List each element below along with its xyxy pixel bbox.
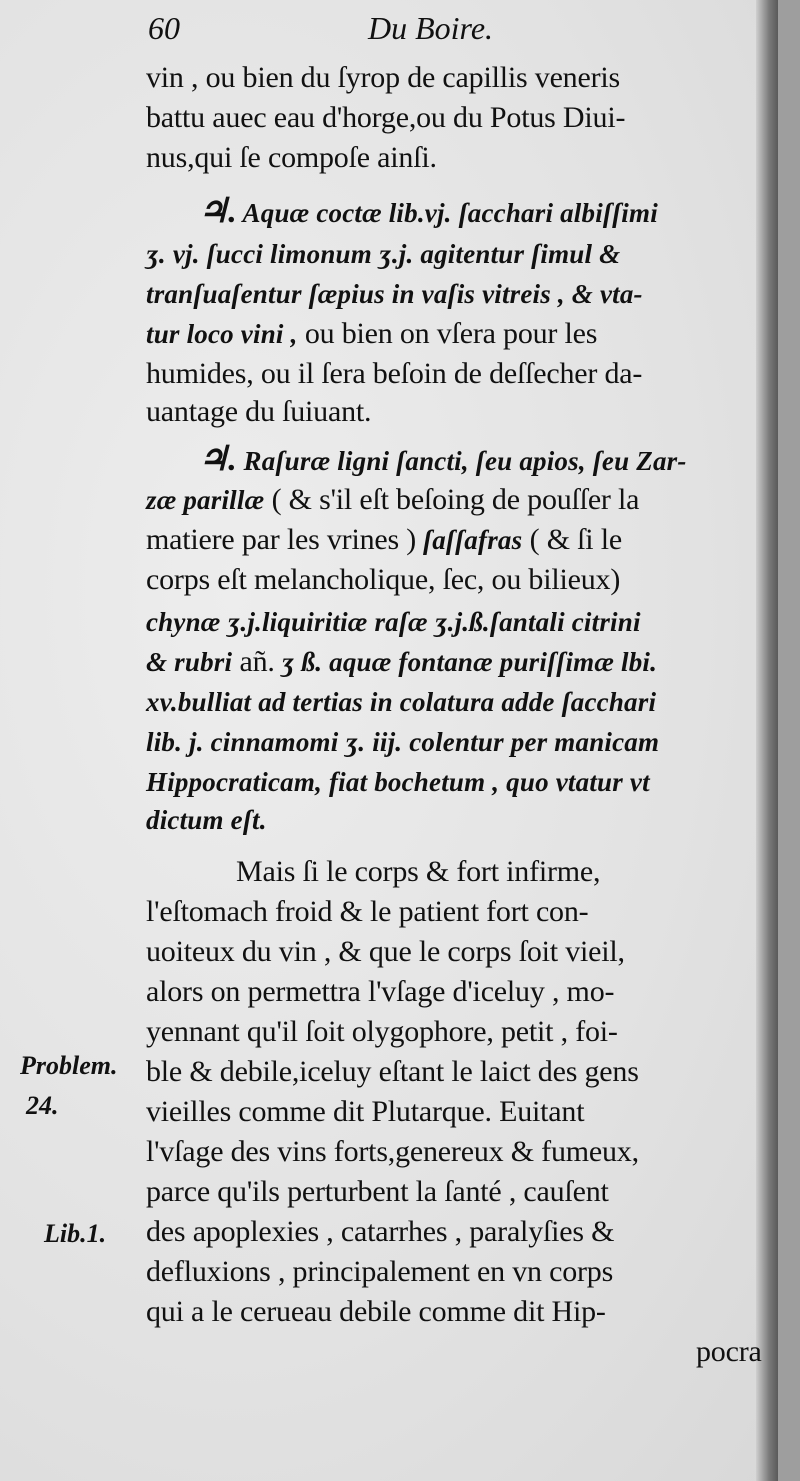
text-line: matiere par les vrines ) ſaſſafras ( & ſi le — [146, 523, 622, 556]
text-line: uoiteux du vin , & que le corps ſoit vieil, — [146, 935, 625, 968]
text-line: dictum eſt. — [146, 805, 267, 835]
text-line: Mais ſi le corps & fort infirme, — [236, 855, 601, 888]
recipe-symbol: ♃. — [198, 441, 237, 478]
page-number: 60 — [148, 10, 180, 46]
text-line: pocra — [696, 1335, 762, 1368]
text-line: corps eſt melancholique, ſec, ou bilieux) — [146, 563, 621, 596]
margin-note-number: 24. — [26, 1091, 59, 1120]
margin-note-problem: Problem. — [20, 1051, 118, 1080]
text-line: lib. j. cinnamomi ʒ. iij. colentur per manicam — [146, 727, 660, 757]
text-line: alors on permettra l'vſage d'iceluy , mo- — [146, 975, 615, 1008]
text-line: l'vſage des vins forts,genereux & fumeux, — [146, 1135, 639, 1168]
text-line: vin , ou bien du ſyrop de capillis veneris — [146, 61, 621, 94]
text-line: qui a le cerueau debile comme dit Hip- — [146, 1295, 606, 1328]
text-line: xv.bulliat ad tertias in colatura adde ſacchari — [146, 687, 657, 717]
text-line: parce qu'ils perturbent la ſanté , cauſent — [146, 1175, 609, 1208]
text-line: zæ parillæ ( & s'il eſt beſoing de pouſſer la — [146, 483, 640, 516]
text-line: tur loco vini , ou bien on vſera pour les — [146, 317, 598, 350]
text-line: vieilles comme dit Plutarque. Euitant — [146, 1095, 585, 1128]
text-line: des apoplexies , catarrhes , paralyſies & — [146, 1215, 615, 1248]
text-line: defluxions , principalement en vn corps — [146, 1255, 614, 1288]
text-line: humides, ou il ſera beſoin de deſſecher da- — [146, 357, 643, 390]
text-line: uantage du ſuiuant. — [146, 395, 372, 428]
text-line: nus,qui ſe compoſe ainſi. — [146, 141, 437, 174]
running-title: Du Boire. — [368, 10, 494, 46]
text-line: yennant qu'il ſoit olygophore, petit , foi- — [146, 1015, 618, 1048]
text-line: l'eſtomach froid & le patient fort con- — [146, 895, 589, 928]
text-line: Hippocraticam, fiat bochetum , quo vtatur vt — [146, 767, 650, 797]
text-line: ♃. Raſuræ ligni ſancti, ſeu apios, ſeu Zar- — [198, 441, 687, 478]
text-line: ble & debile,iceluy eſtant le laict des gens — [146, 1055, 639, 1088]
text-line: & rubri añ. ʒ ß. aquæ fontanæ puriſſimæ lbi. — [146, 645, 658, 678]
text-line: ♃. Aquæ coctæ lib.vj. ſacchari albiſſimi — [198, 193, 658, 230]
recipe-symbol: ♃. — [198, 193, 237, 230]
text-line: chynæ ʒ.j.liquiritiæ raſæ ʒ.j.ß.ſantali citrini — [146, 607, 641, 637]
text-line: tranſuaſentur ſæpius in vaſis vitreis , & vta- — [146, 279, 643, 309]
text-line: battu auec eau d'horge,ou du Potus Diui- — [146, 101, 626, 134]
margin-note-lib: Lib.1. — [44, 1219, 107, 1248]
text-line: ʒ. vj. ſucci limonum ʒ.j. agitentur ſimul & — [146, 239, 621, 269]
